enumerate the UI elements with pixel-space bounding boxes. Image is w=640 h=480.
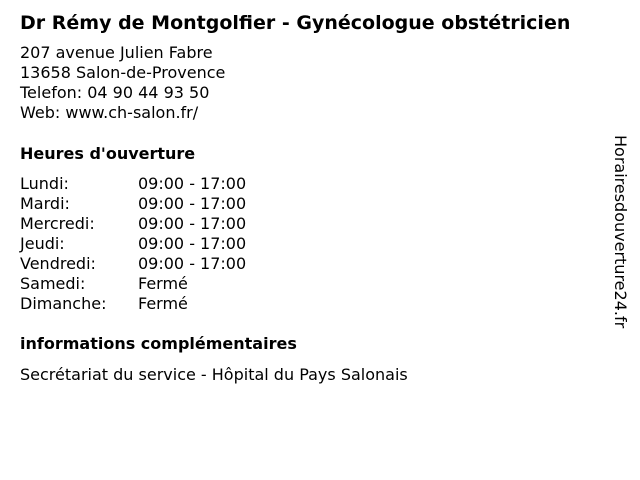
opening-hours-heading: Heures d'ouverture [20,144,196,163]
hours-day: Dimanche: [20,294,107,313]
hours-day: Samedi: [20,274,86,293]
hours-row-thursday [20,234,246,254]
hours-day: Jeudi: [20,234,65,253]
address-street: 207 avenue Julien Fabre [20,43,213,62]
hours-time: 09:00 - 17:00 [138,234,247,253]
hours-row-sunday [20,294,246,314]
hours-day: Mardi: [20,194,70,213]
address-block [20,43,225,123]
hours-time: 09:00 - 17:00 [138,254,247,273]
hours-time: Fermé [138,294,188,313]
additional-info-text: Secrétariat du service - Hôpital du Pays Salonais [20,365,408,384]
hours-time: 09:00 - 17:00 [138,174,247,193]
hours-row-monday [20,174,246,194]
address-web: Web: www.ch-salon.fr/ [20,103,199,122]
hours-time: 09:00 - 17:00 [138,194,247,213]
hours-row-friday [20,254,246,274]
hours-row-wednesday [20,214,246,234]
hours-row-saturday [20,274,246,294]
hours-time: 09:00 - 17:00 [138,214,247,233]
site-watermark: Horairesdouverture24.fr [611,135,630,329]
additional-info-heading: informations complémentaires [20,334,297,353]
hours-day: Lundi: [20,174,69,193]
hours-day: Vendredi: [20,254,96,273]
hours-day: Mercredi: [20,214,95,233]
page-title: Dr Rémy de Montgolfier - Gynécologue obstétricien [20,12,571,34]
hours-row-tuesday [20,194,246,214]
opening-hours-table [20,174,246,314]
address-phone: Telefon: 04 90 44 93 50 [20,83,210,102]
hours-time: Fermé [138,274,188,293]
address-city: 13658 Salon-de-Provence [20,63,226,82]
